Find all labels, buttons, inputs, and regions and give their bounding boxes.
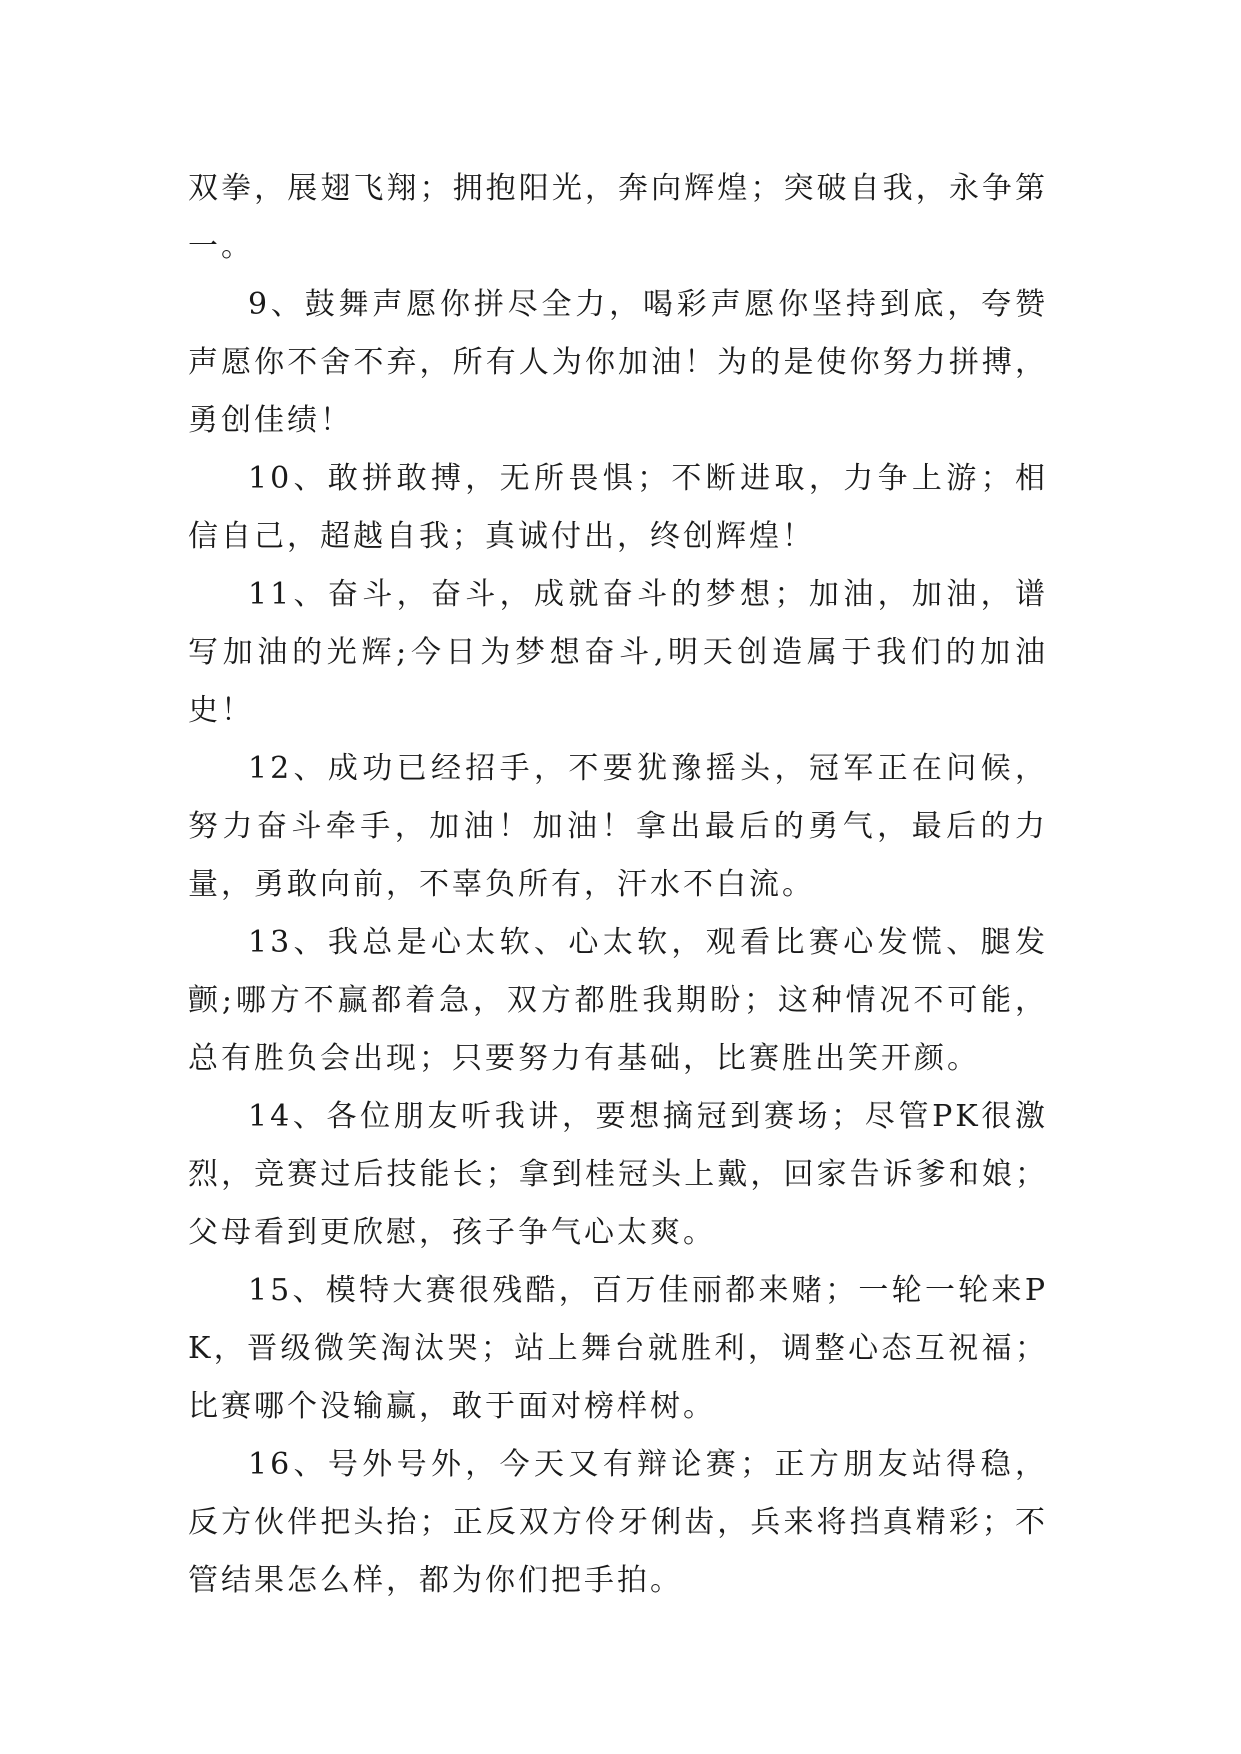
- paragraph-item-11: 11、奋斗，奋斗，成就奋斗的梦想；加油，加油，谱写加油的光辉;今日为梦想奋斗,明天创造属于我们的加油史！: [188, 577, 1048, 728]
- paragraph-item-10: 10、敢拼敢搏，无所畏惧；不断进取，力争上游；相信自己，超越自我；真诚付出，终创辉煌！: [188, 461, 1048, 554]
- paragraph-item-16: 16、号外号外，今天又有辩论赛；正方朋友站得稳，反方伙伴把头抬；正反双方伶牙俐齿，兵来将挡真精彩；不管结果怎么样，都为你们把手拍。: [188, 1447, 1048, 1598]
- paragraph-item-15: 15、模特大赛很残酷，百万佳丽都来赌；一轮一轮来PK，晋级微笑淘汰哭；站上舞台就胜利，调整心态互祝福；比赛哪个没输赢，敢于面对榜样树。: [188, 1273, 1048, 1424]
- paragraph-item-9: 9、鼓舞声愿你拼尽全力，喝彩声愿你坚持到底，夸赞声愿你不舍不弃，所有人为你加油！为的是使你努力拼搏，勇创佳绩！: [188, 287, 1048, 438]
- paragraph-item-12: 12、成功已经招手，不要犹豫摇头，冠军正在问候，努力奋斗牵手，加油！加油！拿出最后的勇气，最后的力量，勇敢向前，不辜负所有，汗水不白流。: [188, 751, 1048, 902]
- paragraph-continuation: 双拳，展翅飞翔；拥抱阳光，奔向辉煌；突破自我，永争第一。: [188, 171, 1048, 264]
- paragraph-item-13: 13、我总是心太软、心太软，观看比赛心发慌、腿发颤;哪方不赢都着急，双方都胜我期盼；这种情况不可能，总有胜负会出现；只要努力有基础，比赛胜出笑开颜。: [188, 925, 1048, 1076]
- document-body: [188, 160, 1048, 1610]
- paragraph-item-14: 14、各位朋友听我讲，要想摘冠到赛场；尽管PK很激烈，竞赛过后技能长；拿到桂冠头上戴，回家告诉爹和娘；父母看到更欣慰，孩子争气心太爽。: [188, 1099, 1048, 1250]
